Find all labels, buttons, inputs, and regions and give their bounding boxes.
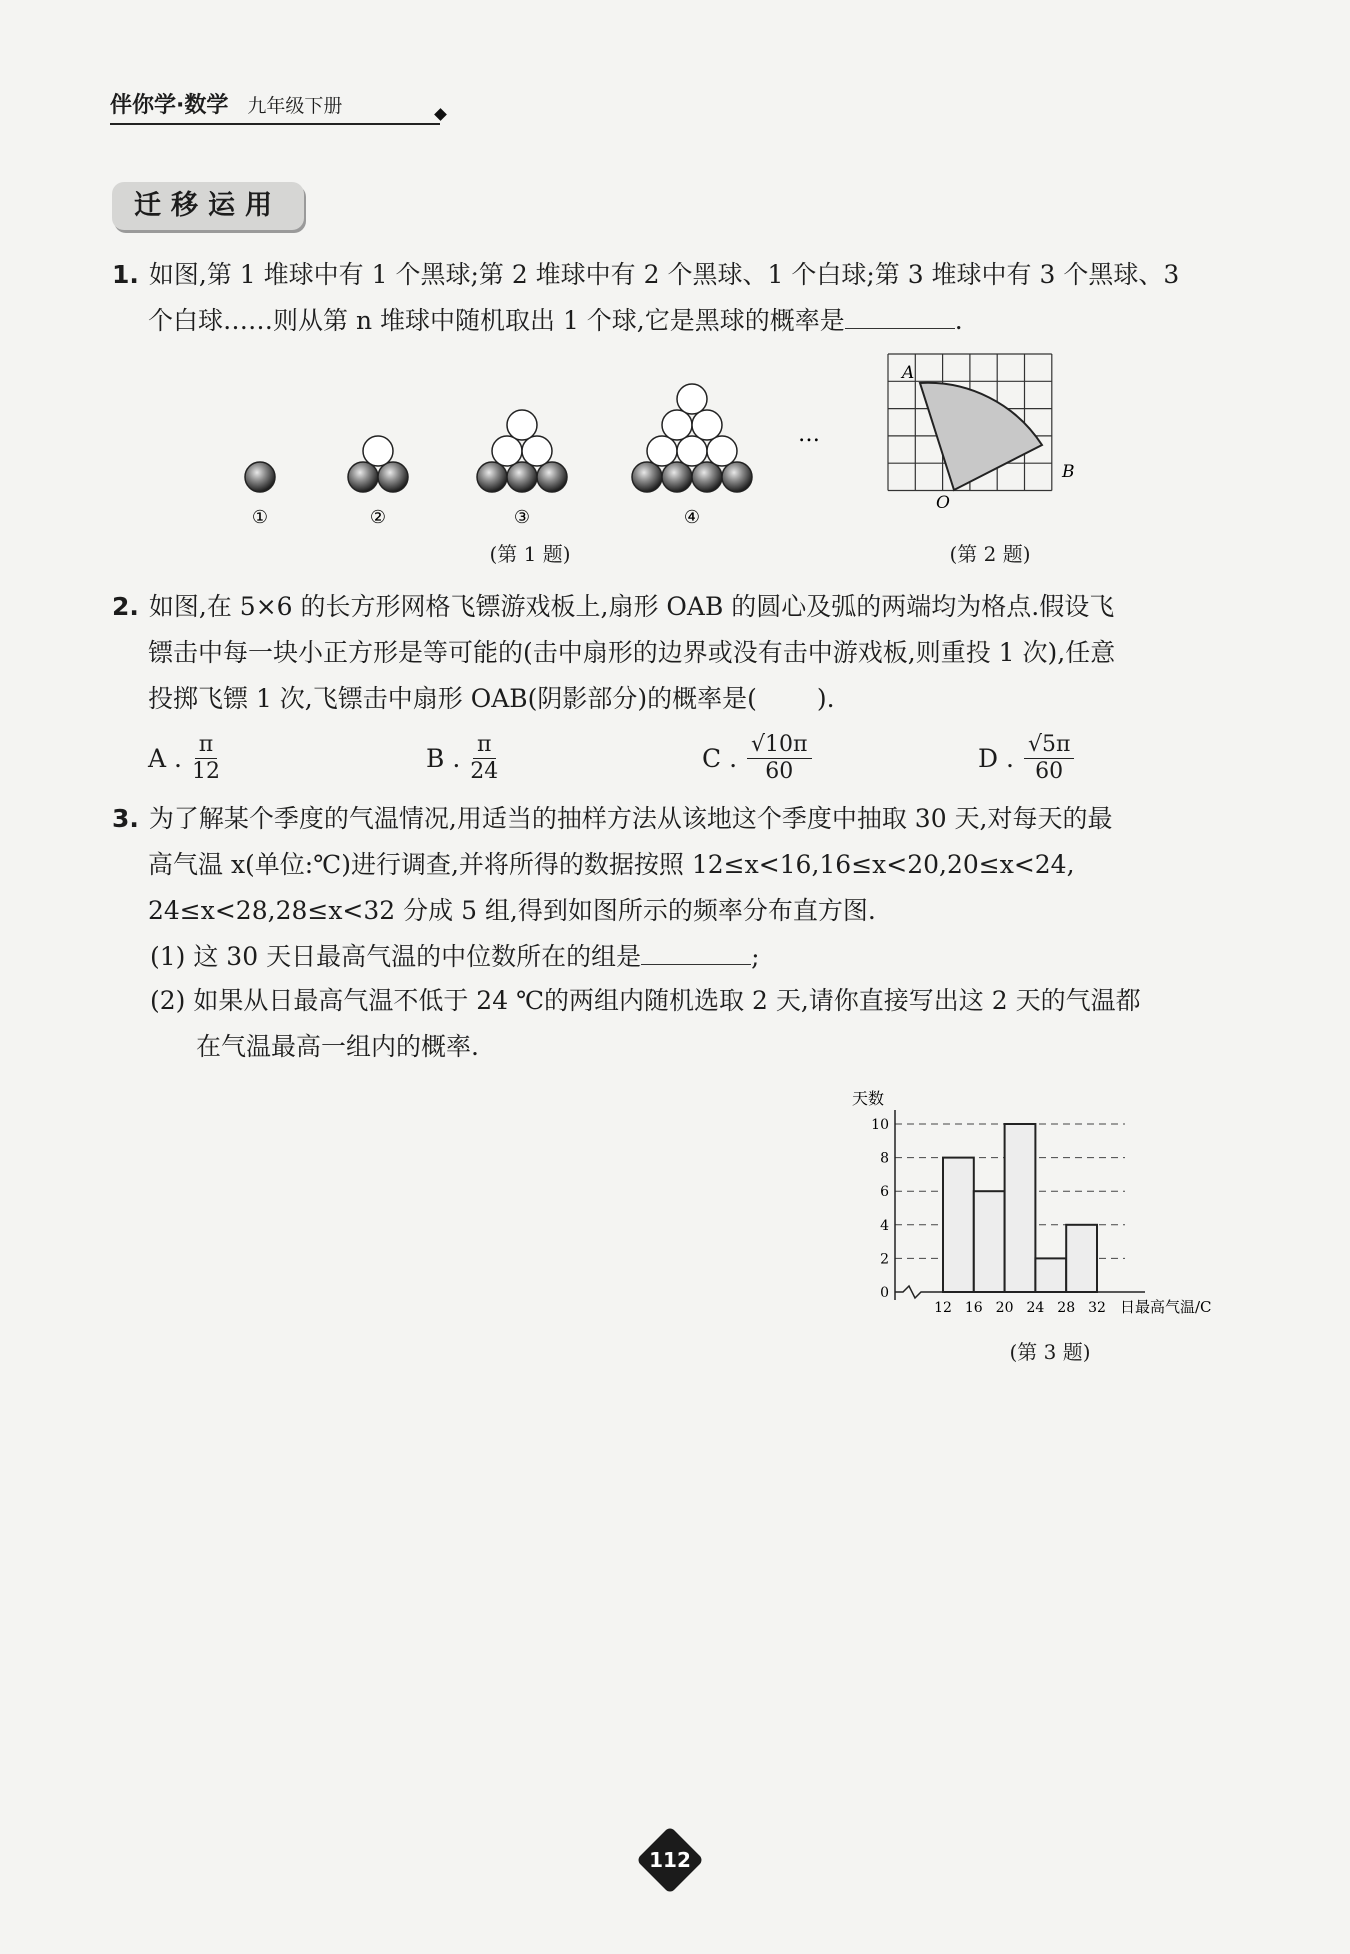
ellipsis: … bbox=[798, 422, 820, 447]
question-text: 24≤x<28,28≤x<32 分成 5 组,得到如图所示的频率分布直方图. bbox=[148, 896, 876, 925]
question-text: 为了解某个季度的气温情况,用适当的抽样方法从该地这个季度中抽取 30 天,对每天的最 bbox=[148, 804, 1113, 833]
question-text: 镖击中每一块小正方形是等可能的(击中扇形的边界或没有击中游戏板,则重投 1 次),任意 bbox=[148, 638, 1116, 667]
grade-label: 九年级下册 bbox=[247, 95, 343, 117]
y-axis-label: 天数 bbox=[852, 1089, 885, 1108]
black-ball bbox=[632, 462, 662, 492]
x-tick-label: 24 bbox=[1026, 1300, 1045, 1316]
sub-question-1: (1) 这 30 天日最高气温的中位数所在的组是 ; bbox=[150, 934, 1230, 980]
black-ball bbox=[507, 462, 537, 492]
answer-blank[interactable] bbox=[641, 938, 751, 965]
pile-label: ④ bbox=[683, 507, 701, 525]
black-ball bbox=[477, 462, 507, 492]
x-tick-label: 12 bbox=[934, 1300, 952, 1316]
figure-2-caption: (第 2 题) bbox=[949, 542, 1031, 566]
y-tick-label: 6 bbox=[880, 1184, 889, 1201]
white-ball bbox=[507, 410, 537, 440]
option-c[interactable]: C . $\frac{√10\pi}{60}$ bbox=[702, 732, 812, 785]
white-ball bbox=[707, 436, 737, 466]
ball-piles-figure bbox=[230, 365, 830, 525]
figure-1-caption: (第 1 题) bbox=[489, 542, 571, 566]
histogram-bar bbox=[1066, 1225, 1097, 1292]
temperature-histogram bbox=[840, 1080, 1240, 1320]
page-header bbox=[110, 88, 440, 125]
black-ball bbox=[537, 462, 567, 492]
black-ball bbox=[245, 462, 275, 492]
question-text: 如图,第 1 堆球中有 1 个黑球;第 2 堆球中有 2 个黑球、1 个白球;第 3 堆球中有 3 个黑球、3 bbox=[148, 260, 1180, 289]
y-tick-label: 10 bbox=[871, 1117, 889, 1133]
question-text: 个白球……则从第 n 堆球中随机取出 1 个球,它是黑球的概率是 bbox=[148, 306, 845, 335]
question-2: 2. 如图,在 5×6 的长方形网格飞镖游戏板上,扇形 OAB 的圆心及弧的两端均为格点.假设飞 镖击中每一块小正方形是等可能的(击中扇形的边界或没有击中游戏板,则重投 1 次),任意 投掷飞镖 1 次,飞镖击中扇形 OAB(阴影部分)的概率是( ). bbox=[112, 592, 1116, 713]
y-tick-label: 8 bbox=[880, 1150, 889, 1167]
white-ball bbox=[677, 436, 707, 466]
question-3 bbox=[112, 796, 1230, 934]
black-ball bbox=[722, 462, 752, 492]
question-number: 2. bbox=[112, 592, 139, 621]
pile-label: ① bbox=[251, 507, 269, 525]
question-number: 1. bbox=[112, 260, 139, 289]
white-ball bbox=[692, 410, 722, 440]
series-title: 伴你学·数学 bbox=[110, 93, 229, 118]
black-ball bbox=[348, 462, 378, 492]
pile-label: ② bbox=[369, 507, 387, 525]
x-tick-label: 32 bbox=[1088, 1300, 1106, 1316]
point-a-label: A bbox=[902, 363, 915, 383]
histogram-bar bbox=[1005, 1124, 1036, 1292]
histogram-bar bbox=[974, 1191, 1005, 1292]
x-tick-label: 28 bbox=[1057, 1300, 1076, 1316]
question-text: 如图,在 5×6 的长方形网格飞镖游戏板上,扇形 OAB 的圆心及弧的两端均为格点.假设飞 bbox=[148, 592, 1115, 621]
black-ball bbox=[692, 462, 722, 492]
point-b-label: B bbox=[1062, 462, 1075, 482]
white-ball bbox=[363, 436, 393, 466]
y-tick-label: 4 bbox=[880, 1217, 889, 1234]
y-tick-label: 0 bbox=[880, 1285, 889, 1301]
histogram-bar bbox=[943, 1158, 974, 1292]
answer-blank[interactable] bbox=[845, 302, 955, 329]
question-1: 1. 如图,第 1 堆球中有 1 个黑球;第 2 堆球中有 2 个黑球、1 个白球;第 3 堆球中有 3 个黑球、3 个白球……则从第 n 堆球中随机取出 1 个球,它是黑球的概率是 . bbox=[112, 260, 1180, 335]
sector-grid-figure bbox=[880, 350, 1100, 532]
sector-oab bbox=[920, 383, 1042, 490]
x-tick-label: 16 bbox=[964, 1300, 983, 1316]
white-ball bbox=[662, 410, 692, 440]
point-o-label: O bbox=[936, 493, 950, 513]
option-a[interactable]: A . $\frac{\pi}{12}$ bbox=[148, 732, 220, 784]
figure-3-caption: (第 3 题) bbox=[1009, 1340, 1091, 1364]
white-ball bbox=[677, 384, 707, 414]
page-number: 112 bbox=[649, 1848, 691, 1872]
white-ball bbox=[522, 436, 552, 466]
option-b[interactable]: B . $\frac{\pi}{24}$ bbox=[426, 732, 499, 784]
white-ball bbox=[492, 436, 522, 466]
black-ball bbox=[662, 462, 692, 492]
black-ball bbox=[378, 462, 408, 492]
question-number: 3. bbox=[112, 804, 139, 833]
white-ball bbox=[647, 436, 677, 466]
x-axis-label: 日最高气温/C bbox=[1120, 1298, 1212, 1316]
histogram-bar bbox=[1035, 1258, 1066, 1292]
section-title: 迁移运用 bbox=[112, 182, 304, 230]
question-text: 投掷飞镖 1 次,飞镖击中扇形 OAB(阴影部分)的概率是( bbox=[148, 684, 757, 713]
x-tick-label: 20 bbox=[995, 1300, 1014, 1316]
pile-label: ③ bbox=[513, 507, 531, 525]
sub-question-2: (2) 如果从日最高气温不低于 24 ℃的两组内随机选取 2 天,请你直接写出这 2 天的气温都 在气温最高一组内的概率. bbox=[150, 986, 1141, 1061]
question-text: 高气温 x(单位:℃)进行调查,并将所得的数据按照 12≤x<16,16≤x<20,20≤x<24, bbox=[148, 850, 1075, 879]
y-tick-label: 2 bbox=[880, 1251, 889, 1268]
option-d[interactable]: D . $\frac{√5\pi}{60}$ bbox=[978, 732, 1074, 785]
